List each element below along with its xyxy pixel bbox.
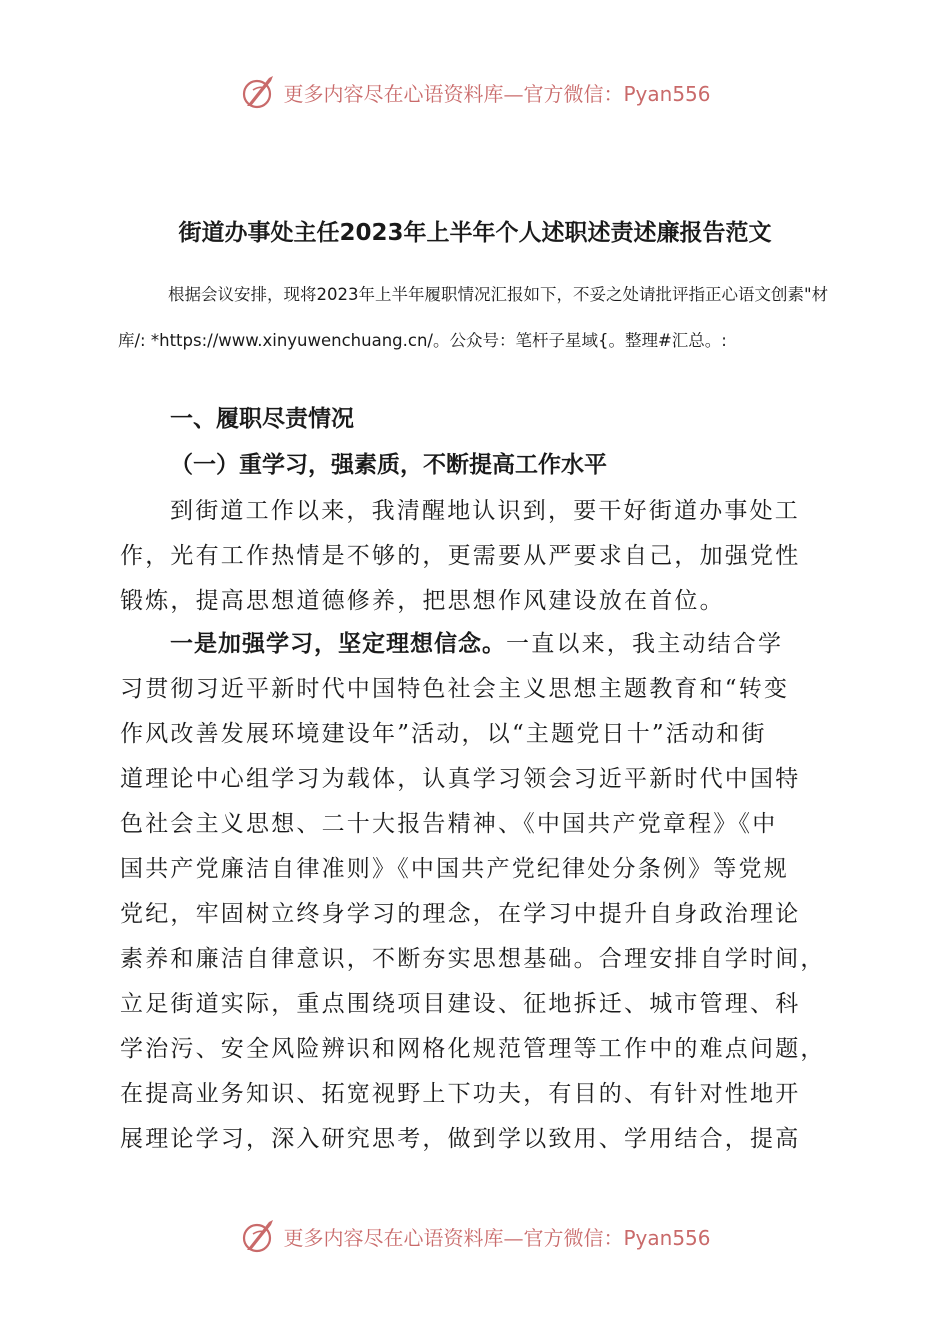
text-line: 道理论中心组学习为载体，认真学习领会习近平新时代中国特 [120, 766, 801, 792]
text-line: 一是加强学习，坚定理想信念。一直以来，我主动结合学 [170, 631, 784, 657]
text-line: 作，光有工作热情是不够的，更需要从严要求自己，加强党性 [120, 543, 801, 569]
text-line: 作风改善发展环境建设年”活动，以“主题党日十”活动和街 [120, 721, 767, 747]
header-banner [0, 70, 950, 114]
text-line: 锻炼，提高思想道德修养，把思想作风建设放在首位。 [120, 588, 725, 614]
text-line: 素养和廉洁自律意识，不断夯实思想基础。合理安排自学时间， [120, 946, 826, 972]
paragraph-2 [120, 622, 840, 1162]
banner-text: 更多内容尽在心语资料库—官方微信：Pyan556 [283, 1225, 711, 1250]
footer-banner [0, 1214, 950, 1258]
section-heading-1: 一、履职尽责情况 [170, 406, 354, 432]
document-title: 街道办事处主任2023年上半年个人述职述责述廉报告范文 [178, 220, 772, 246]
paragraph-1 [120, 489, 840, 624]
quill-logo-icon [239, 1216, 279, 1256]
text-line: 习贯彻习近平新时代中国特色社会主义思想主题教育和“转变 [120, 676, 790, 702]
intro-paragraph: 根据会议安排，现将2023年上半年履职情况汇报如下，不妥之处请批评指正心语文创素"材库/: *https://www.xinyuwenchuang.cn/。公众号：笔杆子星域{。整理#汇总。: [118, 285, 829, 350]
banner-text: 更多内容尽在心语资料库—官方微信：Pyan556 [283, 81, 711, 106]
text-line: 在提高业务知识、拓宽视野上下功夫，有目的、有针对性地开 [120, 1081, 801, 1107]
text-line: 学治污、安全风险辨识和网格化规范管理等工作中的难点问题， [120, 1036, 826, 1062]
subsection-heading-1: （一）重学习，强素质，不断提高工作水平 [170, 452, 607, 478]
banner-account: Pyan556 [623, 1225, 711, 1250]
banner-account: Pyan556 [623, 81, 711, 106]
text-line: 立足街道实际，重点围绕项目建设、征地拆迁、城市管理、科 [120, 991, 801, 1017]
text-line: 党纪，牢固树立终身学习的理念，在学习中提升自身政治理论 [120, 901, 801, 927]
text-line: 色社会主义思想、二十大报告精神、《中国共产党章程》《中 [120, 811, 778, 837]
text-line: 到街道工作以来，我清醒地认识到，要干好街道办事处工 [170, 498, 800, 524]
text-line: 国共产党廉洁自律准则》《中国共产党纪律处分条例》等党规 [120, 856, 789, 882]
bold-lead: 一是加强学习，坚定理想信念。 [170, 631, 506, 657]
text-line: 展理论学习，深入研究思考，做到学以致用、学用结合，提高 [120, 1126, 801, 1152]
quill-logo-icon [239, 72, 279, 112]
